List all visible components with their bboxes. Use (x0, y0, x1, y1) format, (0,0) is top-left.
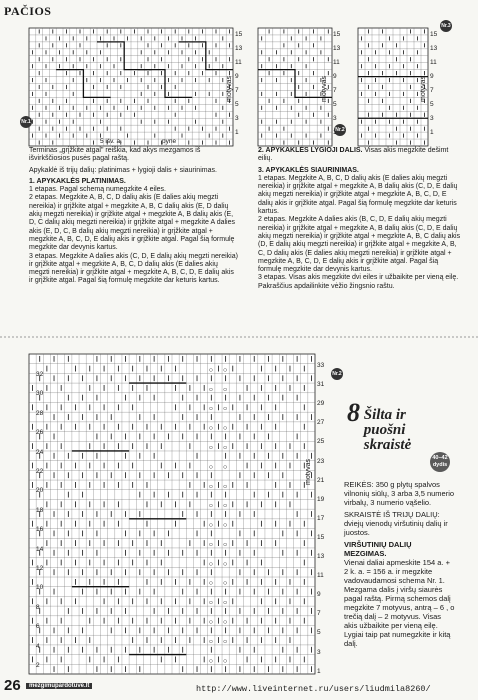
chart-3-badge: Nr.3 (440, 20, 452, 32)
section-2-title: 2. APYKAKLĖS LYGIOJI DALIS. (258, 147, 363, 154)
svg-text:○: ○ (223, 657, 228, 665)
chart-big-right-row-number: 13 (317, 553, 325, 560)
article-title (347, 398, 449, 453)
section-1-title: 1. APYKAKLĖS PLATINIMAS. (29, 177, 126, 185)
chart-big-left-row-number: 6 (36, 623, 40, 631)
svg-text:○: ○ (223, 405, 228, 413)
chart-1-row-number: 11 (235, 59, 242, 66)
chart-big-left-row-number: 10 (36, 584, 44, 592)
chart-big-left-row-number: 16 (36, 526, 44, 534)
svg-text:○: ○ (223, 541, 228, 549)
svg-text:○: ○ (208, 657, 213, 665)
chart-1-row-number: 3 (235, 115, 239, 122)
chart-1-row-number: 15 (235, 31, 243, 38)
chart-2-row-number: 1 (333, 129, 337, 136)
chart-2-row-number: 13 (333, 45, 341, 52)
chart-big-grid (29, 354, 315, 674)
svg-text:○: ○ (208, 502, 213, 510)
chart-3-row-number: 7 (430, 87, 434, 94)
chart-big-right-row-number: 21 (317, 476, 325, 484)
footer-site: mezgimupardotuve.lt (26, 683, 92, 689)
chart-big-right-row-number: 11 (317, 572, 324, 580)
svg-text:○: ○ (208, 638, 213, 646)
chart-big-right-row-number: 29 (317, 400, 325, 408)
svg-text:○: ○ (208, 560, 213, 568)
chart-2-row-number: 5 (333, 101, 337, 108)
svg-text:○: ○ (223, 483, 228, 491)
svg-text:○: ○ (223, 444, 228, 452)
chart-big-right-row-number: 23 (317, 457, 325, 465)
chart-1-row-number: 1 (235, 129, 239, 136)
chart-3-row-number: 15 (430, 31, 438, 38)
chart-2-row-number: 15 (333, 31, 341, 38)
chart-big-left-row-number: 26 (36, 429, 44, 437)
virsutines-text: Vienai daliai apmeskite 154 a. + 2 k. a. = 156 a. ir megzkite vadovaudamosi schema Nr. 1. Mezgama dalis į viršų siaurės pagal raštą. Pirmą schemos dalį megzkite 7 motyvus, antrą – 6 , o trečią dalį – 2 motyvus. Visas akis užbaikite per vieną eilę. Lygiai taip pat numegzkite ir kitą dalį. (344, 558, 455, 648)
chart-2-row-number: 9 (333, 73, 337, 80)
chart-big-right-row-number: 17 (317, 514, 325, 522)
chart-big-right-row-number: 15 (317, 533, 325, 541)
chart-1-row-number: 9 (235, 73, 239, 80)
svg-text:○: ○ (208, 386, 213, 394)
chart-big-left-row-number: 20 (36, 487, 44, 495)
chart-3-row-number: 9 (430, 73, 434, 80)
svg-text:○: ○ (223, 599, 228, 607)
chart-big-left-row-number: 22 (36, 468, 44, 475)
chart-1-grid (29, 28, 233, 146)
chart-big-right-row-number: 5 (317, 629, 321, 637)
section-3-step-2: 2 etapas. Megzkite A dalies akis (B, C, D, E dalių akių megzti nereikia) ir grįžkite atgal + megzkite A, B dalių akis (C, D, E dalių akių megzti nereikia) ir grįžkite atgal + megzkite A, B, C dalių akis (D, E dalių akių megzti nereikia) ir grįžkite atgal + megzkite A, B, C, D dalių akis (E dalies akių megzti nereikia) ir grįžkite atgal + megzkite A, B, C, D, E dalių akis ir grįžkite atgal. Pagal šią formulę megzkite dar devynis kartus. (258, 216, 461, 274)
chart-big-left-row-number: 2 (36, 662, 40, 669)
skraiste-text: SKRAISTĖ IŠ TRIJŲ DALIŲ: dviejų vienodų viršutinių dalių ir juostos. (344, 510, 448, 537)
svg-text:○: ○ (208, 405, 213, 413)
chart-1-motif-label: motyvas (226, 75, 233, 102)
section-2-text: Visas akis megzkite dešimt eilių. (258, 147, 449, 163)
svg-text:○: ○ (208, 463, 213, 471)
chart-3-row-number: 13 (430, 45, 438, 52)
svg-text:○: ○ (223, 619, 228, 627)
chart-big-left-row-number: 8 (36, 603, 40, 611)
svg-text:○: ○ (223, 425, 228, 433)
chart-1-badge: Nr.1 (20, 116, 32, 128)
chart-big-right-row-number: 31 (317, 381, 325, 389)
svg-text:○: ○ (208, 541, 213, 549)
chart-big-left-row-number: 32 (36, 371, 44, 378)
svg-text:○: ○ (208, 619, 213, 627)
article-title-text: Šilta ir puošni skraistė (363, 407, 412, 453)
svg-text:○: ○ (223, 502, 228, 510)
svg-text:○: ○ (223, 386, 228, 394)
svg-text:○: ○ (208, 425, 213, 433)
chart-1-repeat-label: 5 išv. a. (100, 138, 122, 145)
chart-big-motif-label: motyvas (305, 458, 312, 485)
svg-text:○: ○ (223, 463, 228, 471)
parts-text: Apykaklė iš trijų dalių: platinimas + lygioji dalis + siaurinimas. (29, 166, 217, 174)
chart-1-row-number: 13 (235, 45, 243, 52)
chart-big-right-row-number: 19 (317, 495, 325, 503)
chart-2-row-number: 7 (333, 87, 337, 94)
chart-big-right-row-number: 1 (317, 667, 321, 675)
chart-big-badge: Nr.2 (331, 368, 343, 380)
chart-big-right-row-number: 9 (317, 591, 321, 599)
svg-text:○: ○ (223, 366, 228, 374)
chart-big-right-row-number: 25 (317, 438, 325, 446)
article-number: 8 (347, 398, 360, 427)
svg-text:○: ○ (223, 580, 228, 588)
chart-2-badge: Nr.2 (334, 124, 346, 136)
chart-big-right-row-number: 27 (317, 419, 325, 427)
svg-text:○: ○ (223, 522, 228, 530)
chart-big-left-row-number: 14 (36, 545, 44, 553)
section-3-title: 3. APYKAKLĖS SIAURINIMAS. (258, 166, 359, 174)
svg-text:○: ○ (223, 638, 228, 646)
chart-3-row-number: 5 (430, 101, 434, 108)
section-1-step-1: 1 etapas. Pagal schemą numegzkite 4 eiles. (29, 186, 166, 194)
chart-2-row-number: 3 (333, 115, 337, 122)
chart-2-row-number: 11 (333, 59, 340, 66)
chart-big-left-row-number: 4 (36, 642, 40, 650)
right-column-text (258, 147, 462, 291)
watermark-url: http://www.liveinternet.ru/users/liudmila8260/ (196, 684, 431, 694)
chart-big-left-row-number: 30 (36, 390, 44, 398)
section-3-step-3: 3 etapas. Visas akis megzkite dvi eiles ir užbaikite per vieną eilę. Pakraščius apdailinkite vėžio žingsnio raštu. (258, 274, 459, 290)
section-1-step-3: 3 etapas. Megzkite A dalies akis (C, D, E dalių akių megzti nereikia) ir grįžkite atgal + megzkite A, B, C, D dalių akis (E dalies akių megzti nereikia) ir grįžkite atgal + megzkite A, B, C, D, E dalių akis ir grįžkite atgal. Pagal šią formulę megzkite dar keturis kartus. (29, 252, 238, 285)
size-badge: 40–42 dydis (430, 452, 450, 472)
section-1-step-2: 2 etapas. Megzkite A, B, C, D dalių akis (E dalies akių megzti nereikia) ir grįžkite atgal + megzkite A, B, C dalių akis (E, D dalių akių megzti nereikia) ir grįžkite atgal + megzkite A, B dalių akis (E, D, C dalių akių megzti nereikia) ir grįžkite atgal + megzkite A dalies akis (E, D, C, B dalių akių megzti nereikia) ir grįžkite atgal + megzkite A, B, C, D, E dalių akis ir grįžkite atgal. Pagal šią formulę megzkite dar devynis kartus. (29, 194, 236, 252)
reikes-text: REIKĖS: 350 g plytų spalvos vilnonių siūlų, 3 arba 3,5 numerio virbalų, 3 numerio vąšelio. (344, 480, 455, 507)
svg-text:○: ○ (208, 522, 213, 530)
chart-big-left-row-number: 12 (36, 565, 44, 572)
section-3-step-1: 1 etapas. Megzkite A, B, C, D dalių akis (E dalies akių megzti nereikia) ir grįžkite atgal + megzkite A, B dalių akis (C, D, E dalių akių megzti nereikia) ir grįžkite atgal + megzkite A, B, C, D, E dalių akis ir grįžkite atgal. Pagal šią formulę megzkite dar keturis kartus. (258, 174, 458, 216)
chart-big-left-row-number: 24 (36, 448, 44, 456)
chart-1-center-label: pyne (162, 138, 177, 145)
intro-text: Terminas „grįžkite atgal" reiškia, kad akys mezgamos iš išvirkščiosios pusės pagal raštą. (29, 147, 201, 163)
virsutines-title: VIRŠUTINIŲ DALIŲ MEZGIMAS. (344, 540, 412, 558)
svg-text:○: ○ (208, 599, 213, 607)
chart-big-right-row-number: 33 (317, 362, 325, 369)
chart-big-left-row-number: 28 (36, 409, 44, 417)
chart-1-row-number: 7 (235, 87, 239, 94)
chart-big-right-row-number: 3 (317, 648, 321, 656)
chart-3-row-number: 11 (430, 59, 437, 66)
svg-text:○: ○ (208, 580, 213, 588)
svg-text:○: ○ (208, 483, 213, 491)
chart-3-row-number: 3 (430, 115, 434, 122)
left-column-text (29, 147, 239, 286)
svg-text:○: ○ (223, 560, 228, 568)
svg-text:○: ○ (208, 366, 213, 374)
chart-3-row-number: 1 (430, 129, 434, 136)
article-body (344, 480, 456, 651)
chart-2-motif-label: motyvas (321, 75, 328, 102)
page-number: 26 (4, 677, 21, 694)
svg-text:○: ○ (208, 444, 213, 452)
chart-1-row-number: 5 (235, 101, 239, 108)
chart-3-grid (358, 28, 428, 146)
chart-3-motif-label: motyvas (420, 75, 427, 102)
chart-big-left-row-number: 18 (36, 506, 44, 514)
magazine-logo: PAČIOS (4, 4, 52, 18)
chart-big-right-row-number: 7 (317, 610, 321, 618)
